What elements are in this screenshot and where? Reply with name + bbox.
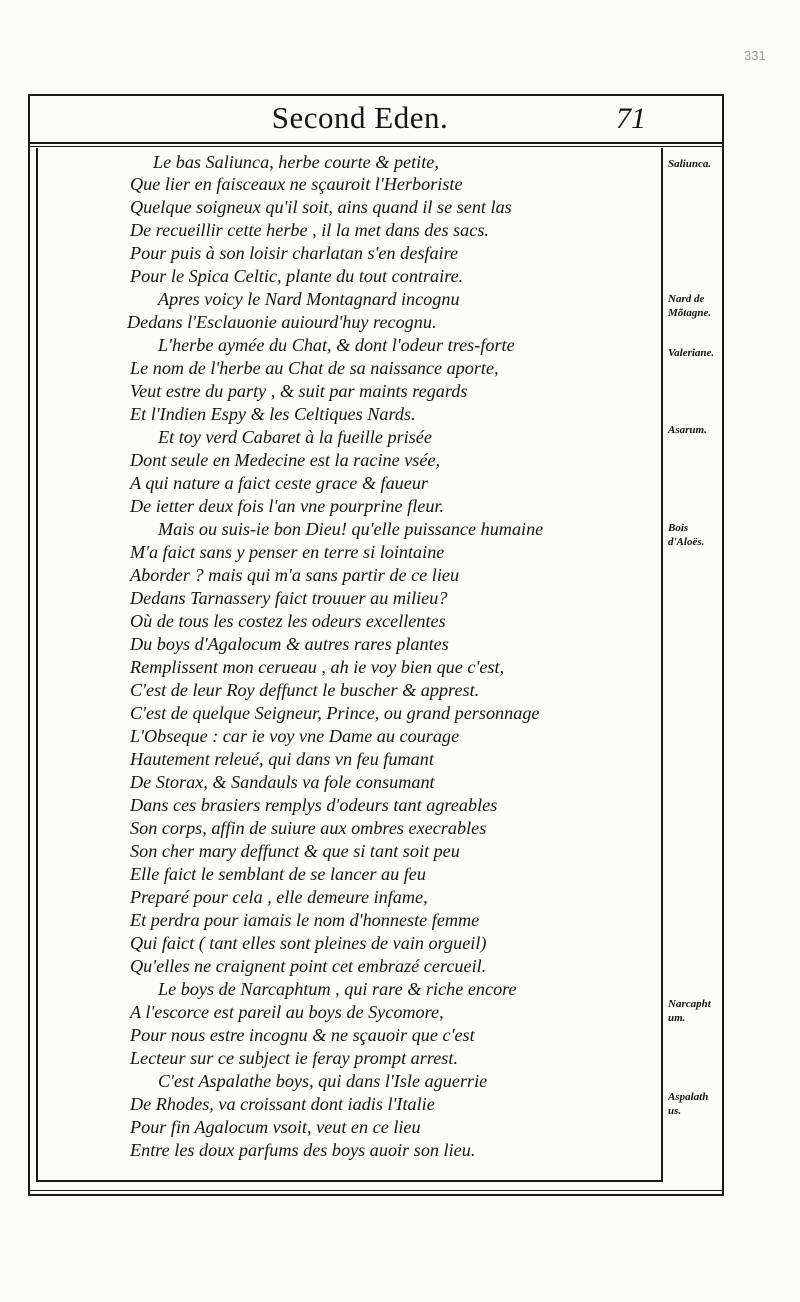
poem-line: Le bas Saliunca, herbe courte & petite, bbox=[153, 152, 439, 172]
poem-line: De ietter deux fois l'an vne pourprine fleur. bbox=[130, 496, 445, 516]
poem-line: Qui faict ( tant elles sont pleines de vain orgueil) bbox=[130, 933, 487, 953]
poem-line: De recueillir cette herbe , il la met dans des sacs. bbox=[130, 220, 489, 240]
poem-line: Du boys d'Agalocum & autres rares plantes bbox=[130, 634, 449, 654]
poem-line: A l'escorce est pareil au boys de Sycomore, bbox=[130, 1002, 444, 1022]
margin-note-aspalathus: Aspalathus. bbox=[668, 1091, 709, 1117]
poem-line: Où de tous les costez les odeurs excellentes bbox=[130, 611, 446, 631]
poem-line: Pour fin Agalocum vsoit, veut en ce lieu bbox=[130, 1117, 421, 1137]
poem-line: Preparé pour cela , elle demeure infame, bbox=[130, 887, 428, 907]
poem-line: Dont seule en Medecine est la racine vsée, bbox=[130, 450, 441, 470]
poem-line: Le boys de Narcaphtum , qui rare & riche encore bbox=[158, 979, 517, 999]
margin-note-asarum: Asarum. bbox=[668, 424, 707, 436]
poem-line: Veut estre du party , & suit par maints regards bbox=[130, 381, 468, 401]
poem-line: Et toy verd Cabaret à la fueille prisée bbox=[158, 427, 432, 447]
poem-line: C'est Aspalathe boys, qui dans l'Isle aguerrie bbox=[158, 1071, 488, 1091]
poem-line: L'herbe aymée du Chat, & dont l'odeur tres-forte bbox=[158, 335, 515, 355]
poem-line: Lecteur sur ce subject ie feray prompt arrest. bbox=[130, 1048, 458, 1068]
margin-note-saliunca: Saliunca. bbox=[668, 158, 712, 170]
poem-line: Pour nous estre incognu & ne sçauoir que c'est bbox=[130, 1025, 475, 1045]
poem-line: Son cher mary deffunct & que si tant soit peu bbox=[130, 841, 460, 861]
margin-note-narcaphtum: Narcaphtum. bbox=[668, 998, 711, 1024]
poem-line: Qu'elles ne craignent point cet embrazé cercueil. bbox=[130, 956, 487, 976]
poem-line: Dedans Tarnassery faict trouuer au milieu? bbox=[130, 588, 448, 608]
poem-line: Hautement releué, qui dans vn feu fumant bbox=[130, 749, 434, 769]
running-title: Second Eden. bbox=[271, 100, 449, 135]
poem-line: Que lier en faisceaux ne sçauroit l'Herboriste bbox=[130, 174, 463, 194]
poem-line: Entre les doux parfums des boys auoir son lieu. bbox=[130, 1140, 476, 1160]
poem-line: L'Obseque : car ie voy vne Dame au courage bbox=[130, 726, 460, 746]
poem-line: C'est de quelque Seigneur, Prince, ou grand personnage bbox=[130, 703, 540, 723]
poem-line: Apres voicy le Nard Montagnard incognu bbox=[158, 289, 460, 309]
poem-line: Remplissent mon cerueau , ah ie voy bien que c'est, bbox=[130, 657, 505, 677]
poem-line: Et perdra pour iamais le nom d'honneste femme bbox=[130, 910, 480, 930]
poem-line: Son corps, affin de suiure aux ombres execrables bbox=[130, 818, 487, 838]
header-rule bbox=[30, 142, 722, 144]
folio-stamp: 331 bbox=[744, 48, 766, 63]
footer-rule bbox=[30, 1190, 722, 1191]
poem-line: Dans ces brasiers remplys d'odeurs tant agreables bbox=[130, 795, 498, 815]
header-rule-thin bbox=[30, 146, 722, 147]
poem-line: Elle faict le semblant de se lancer au feu bbox=[130, 864, 426, 884]
poem-line: Pour le Spica Celtic, plante du tout contraire. bbox=[130, 266, 464, 286]
poem-line: Mais ou suis-ie bon Dieu! qu'elle puissance humaine bbox=[158, 519, 544, 539]
poem-line: Quelque soigneux qu'il soit, ains quand il se sent las bbox=[130, 197, 512, 217]
margin-note-aloes: Bois d'Aloës. bbox=[668, 522, 705, 548]
margin-note-nard: Nard de Mõtagne. bbox=[668, 293, 712, 319]
poem-line: Dedans l'Esclauonie auiourd'huy recognu. bbox=[127, 312, 437, 332]
poem-line: De Rhodes, va croissant dont iadis l'Italie bbox=[130, 1094, 435, 1114]
poem-line: Pour puis à son loisir charlatan s'en desfaire bbox=[130, 243, 459, 263]
poem-line: Le nom de l'herbe au Chat de sa naissance aporte, bbox=[130, 358, 499, 378]
margin-note-valeriane: Valeriane. bbox=[668, 347, 715, 359]
poem-line: De Storax, & Sandauls va fole consumant bbox=[130, 772, 435, 792]
poem-line: Aborder ? mais qui m'a sans partir de ce lieu bbox=[130, 565, 460, 585]
poem-line: A qui nature a faict ceste grace & faueur bbox=[130, 473, 429, 493]
poem-line: Et l'Indien Espy & les Celtiques Nards. bbox=[130, 404, 416, 424]
poem-line: C'est de leur Roy deffunct le buscher & apprest. bbox=[130, 680, 480, 700]
poem-line: M'a faict sans y penser en terre si lointaine bbox=[130, 542, 445, 562]
page-number: 71 bbox=[616, 102, 646, 135]
